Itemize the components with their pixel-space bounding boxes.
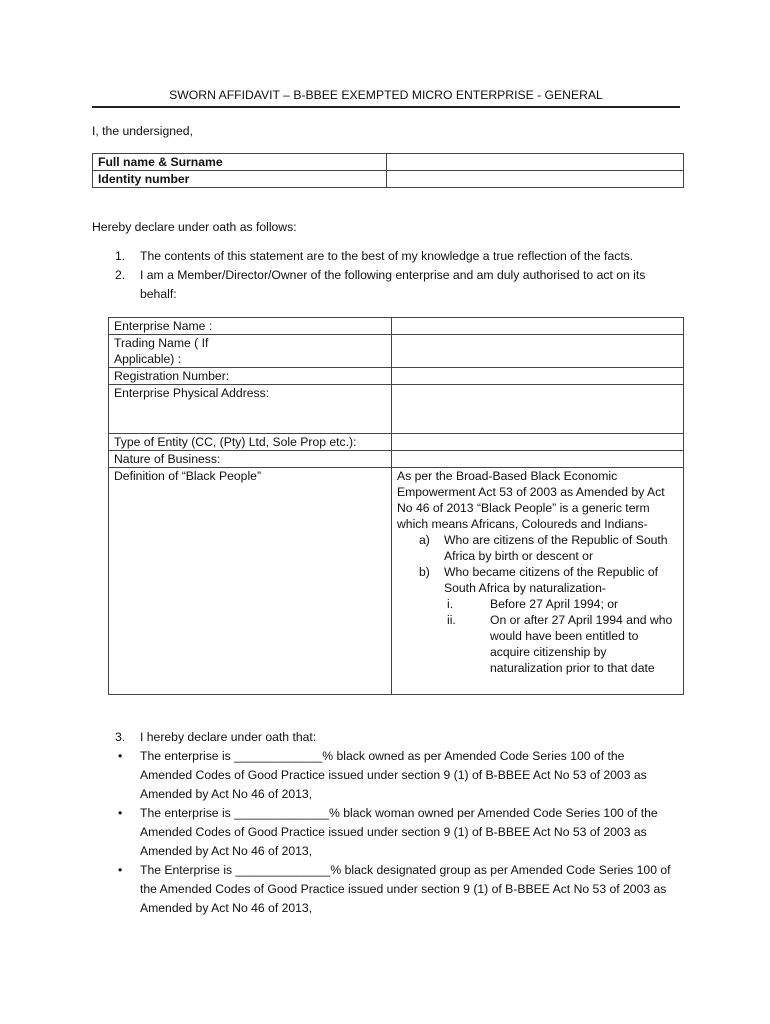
definition-item-i xyxy=(397,596,678,612)
nature-of-business-field[interactable] xyxy=(392,451,684,468)
table-row xyxy=(109,468,684,695)
definition-item-ii xyxy=(397,612,678,676)
table-row xyxy=(109,368,684,385)
nature-of-business-label: Nature of Business: xyxy=(109,451,392,468)
bullet-icon: • xyxy=(118,749,123,763)
intro-text: I, the undersigned, xyxy=(92,124,193,138)
ownership-declarations xyxy=(115,747,675,918)
table-row xyxy=(109,434,684,451)
statement-number: 1. xyxy=(115,249,126,263)
item-marker: ii. xyxy=(447,613,456,627)
statement-text: I am a Member/Director/Owner of the following enterprise and am duly authorised to act on its behalf: xyxy=(140,268,646,301)
identity-number-label: Identity number xyxy=(93,171,387,188)
identity-table xyxy=(92,153,684,188)
statement-2 xyxy=(115,266,695,304)
table-row xyxy=(109,335,684,368)
item-text: On or after 27 April 1994 and who would have been entitled to acquire citizenship by naturalization prior to that date xyxy=(490,613,673,675)
bullet-icon: • xyxy=(118,806,123,820)
declare-text: Hereby declare under oath as follows: xyxy=(92,220,297,234)
entity-type-label: Type of Entity (CC, (Pty) Ltd, Sole Prop etc.): xyxy=(109,434,392,451)
definition-item-b xyxy=(397,564,678,596)
table-row xyxy=(109,451,684,468)
trading-name-label xyxy=(109,335,392,368)
black-people-definition xyxy=(392,468,684,695)
declaration-black-owned xyxy=(115,747,675,804)
definition-intro: As per the Broad-Based Black Economic Empowerment Act 53 of 2003 as Amended by Act No 46 of 2013 “Black People” is a generic term which means Africans, Coloureds and Indians- xyxy=(397,469,665,531)
declaration-text: The enterprise is _____________% black owned as per Amended Code Series 100 of the Amended Codes of Good Practice issued under section 9 (1) of B-BBEE Act No 53 of 2003 as Amended by Act No 46 of 2013, xyxy=(140,749,647,801)
declaration-black-woman-owned xyxy=(115,804,675,861)
statement-text: I hereby declare under oath that: xyxy=(140,730,317,744)
declaration-text: The Enterprise is ______________% black designated group as per Amended Code Series 100 of the Amended Codes of Good Practice issued under section 9 (1) of B-BBEE Act No 53 of 2003 as Amended by Act No 46 of 2013, xyxy=(140,863,671,915)
declaration-designated-group xyxy=(115,861,675,918)
table-row xyxy=(109,318,684,335)
table-row xyxy=(93,171,684,188)
physical-address-label: Enterprise Physical Address: xyxy=(109,385,392,434)
item-text: Before 27 April 1994; or xyxy=(490,597,619,611)
definition-item-a xyxy=(397,532,678,564)
statement-text: The contents of this statement are to the best of my knowledge a true reflection of the facts. xyxy=(140,249,634,263)
statement-1 xyxy=(115,247,695,266)
physical-address-field[interactable] xyxy=(392,385,684,434)
table-row xyxy=(93,154,684,171)
statement-number: 2. xyxy=(115,268,126,282)
registration-number-label: Registration Number: xyxy=(109,368,392,385)
table-row xyxy=(109,385,684,434)
declaration-text: The enterprise is ______________% black woman owned per Amended Code Series 100 of the Amended Codes of Good Practice issued under section 9 (1) of B-BBEE Act No 53 of 2003 as Amended by Act No 46 of 2013, xyxy=(140,806,658,858)
item-text: Who are citizens of the Republic of South Africa by birth or descent or xyxy=(444,533,668,563)
black-people-label: Definition of “Black People” xyxy=(109,468,392,695)
document-title: SWORN AFFIDAVIT – B-BBEE EXEMPTED MICRO ENTERPRISE - GENERAL xyxy=(169,88,603,102)
registration-number-field[interactable] xyxy=(392,368,684,385)
trading-name-label-text: Trading Name ( If Applicable) : xyxy=(114,336,209,366)
item-marker: b) xyxy=(419,565,430,579)
enterprise-table xyxy=(108,317,684,695)
item-marker: i. xyxy=(447,597,454,611)
entity-type-field[interactable] xyxy=(392,434,684,451)
item-marker: a) xyxy=(419,533,430,547)
statement-3 xyxy=(115,728,695,747)
title-rule xyxy=(92,106,680,108)
trading-name-field[interactable] xyxy=(392,335,684,368)
item-text: Who became citizens of the Republic of South Africa by naturalization- xyxy=(444,565,659,595)
bullet-icon: • xyxy=(118,863,123,877)
full-name-field[interactable] xyxy=(387,154,684,171)
enterprise-name-label: Enterprise Name : xyxy=(109,318,392,335)
statement-number: 3. xyxy=(115,730,126,744)
identity-number-field[interactable] xyxy=(387,171,684,188)
enterprise-name-field[interactable] xyxy=(392,318,684,335)
full-name-label: Full name & Surname xyxy=(93,154,387,171)
